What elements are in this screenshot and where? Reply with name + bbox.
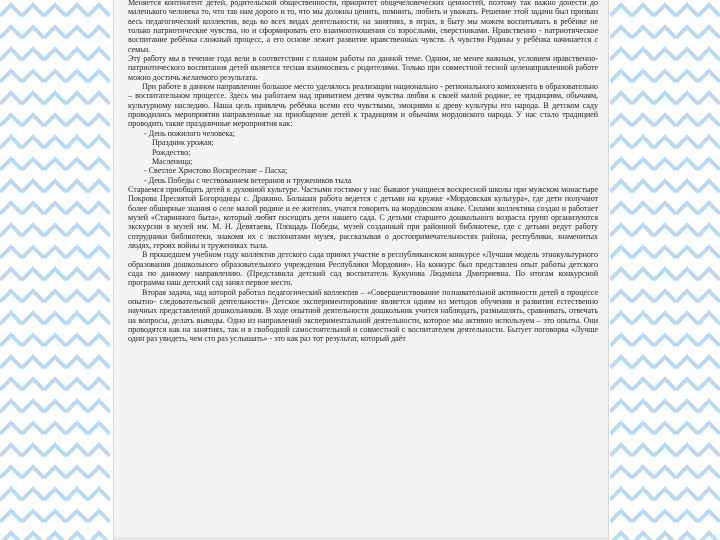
paragraph: В прошедшем учебном году коллектив детского сада принял участие в республиканском конкурсе «Лучшая модель этнокультурного образования дошкольного образовательного учреждения Республики Мордовия». На конкурс был представлен опыт работы детского сада по данному направлению. (Представила детский сад воспитатель Кукунова Людмила Дмитриевна. По итогам конкурсной программа наш детский сад занял первое место.	[128, 250, 598, 288]
left-chevron-pattern	[0, 0, 110, 540]
paragraph: Стараемся приобщать детей к духовной культуре. Частыми гостями у нас бывают учащиеся воскресной школы при мужском монастыре Покрова Пресвятой Богородицы с. Дракино. Большая работа ведется с детьми на кружке «Мордовская культура», где дети получают более обширные знания о селе малой родине и ее жителях, учатся говорить на мордовском языке. Силами коллектива создан и работает музей «Старинного быта», который любят посещать дети нашего сада. С детьми старшего дошкольного возраста групп организуются экскурсии в музей им. М. Н. Девятаева, Площадь Победы, музей созданный при районной библиотеке, где с детьми ведут работу сотрудники библиотеки, знакомя их с экспонатами музея, рассказывая о достопримечательностях района, республики, знаменитых людях, героях войны и тружениках тыла.	[128, 184, 598, 250]
paragraph: Вторая задача, над которой работал педагогический коллектив – «Совершенствование познавательной активности детей в процессе опытно- следовательской деятельности» Детское экспериментирование является одним из методов обучения и развития естественно научных представлений дошкольников. В ходе опытной деятельности дошкольник учится наблюдать, размышлять, сравнивать, отвечать на вопросы, делать выводы. Одно из направлений экспериментальной деятельности, которое мы активно используем – это опыты. Они проводятся как на занятиях, так и в свободной самостоятельной и совместной с воспитателем деятельности. Бытует поговорка «Лучше один раз увидеть, чем сто раз услышать» - это как раз тот результат, который даёт	[128, 287, 598, 344]
left-decorative-border	[0, 0, 110, 540]
list-item: Рождество;	[152, 147, 191, 157]
right-chevron-pattern	[610, 0, 720, 540]
list-item: Масленица;	[152, 156, 193, 166]
paragraph: Меняется контингент детей, родительской общественности, приоритет общечеловеческих ценностей, поэтому так важно донести до маленького человека то, что так нам дорого и то, что мы должны ценить, помнить, любить и уважать. Решение этой задачи был призван весь педагогический коллектив, ведь во всех видах деятельности, на занятиях, в играх, в быту мы можем воспитывать в ребёнке не только патриотические чувства, но и сформировать его взаимоотношения со взрослыми, сверстниками. Нравственно - патриотическое воспитание ребёнка сложный процесс, а его основе лежит развитие нравственных чувств. А чувство Родины у ребёнка начинается с семьи.	[128, 0, 598, 54]
paragraph: При работе в данном направлении большое место уделялось реализации национально - регионального компонента в образовательно – воспитательном процессе. Здесь мы работаем над привитием детям чувства любви к своей малой родине, ее традициям, обычаям, культурному наследию. Наша цель привлечь ребёнка всеми его чувствами, эмоциями к древу культуры его народа. В детском саду проводились мероприятия направленные на приобщение детей к традициям и обычаям мордовского народа. У нас стало традицией проводить такие праздничные мероприятия как:	[128, 82, 598, 129]
list-item: - День пожилого человека;	[144, 128, 235, 138]
paragraph: Эту работу мы в течение года вели в соответствии с планом работы по данной теме. Одним, не менее важным, условием нравственно- патриотического воспитания детей является тесная взаимосвязь с родителями. Только при совместной тесной целенаправленной работе можно достичь желаемого результата.	[128, 54, 598, 82]
scanned-document-page	[113, 0, 609, 540]
list-item: - День Победы с чествованием ветеранов и тружеников тыла	[144, 175, 352, 185]
list-item: Праздник урожая;	[152, 138, 214, 148]
right-decorative-border	[610, 0, 720, 540]
document-text	[128, 0, 598, 344]
list-item: - Светлое Христово Воскресение – Пасха;	[144, 166, 288, 176]
